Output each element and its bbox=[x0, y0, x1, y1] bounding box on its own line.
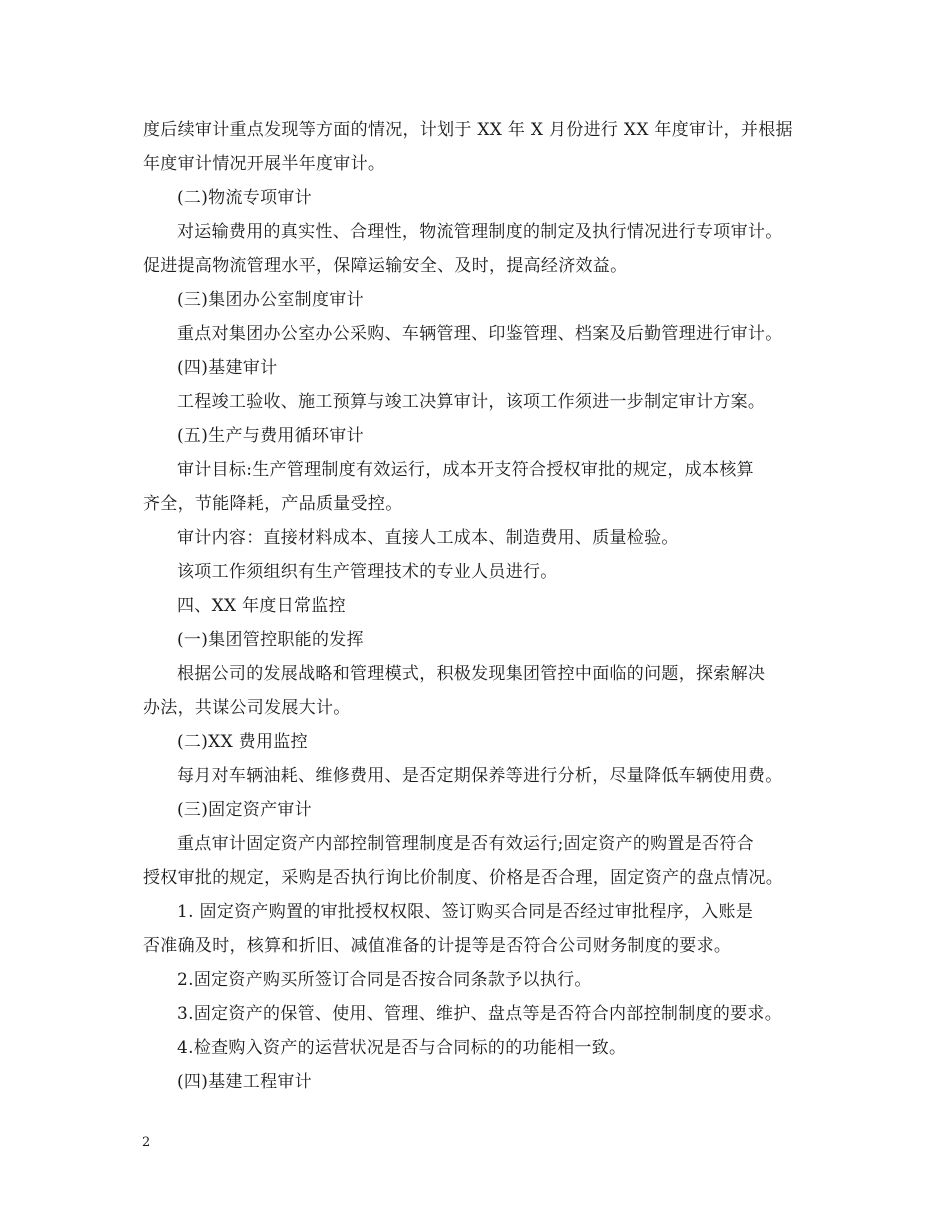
list-item: 4.检查购入资产的运营状况是否与合同标的的功能相一致。 bbox=[177, 1038, 627, 1058]
section-heading: (二)物流专项审计 bbox=[177, 188, 312, 208]
section-heading: (四)基建工程审计 bbox=[177, 1072, 312, 1092]
text-line: 该项工作须组织有生产管理技术的专业人员进行。 bbox=[177, 562, 558, 582]
section-heading: (四)基建审计 bbox=[177, 358, 278, 378]
list-item: 3.固定资产的保管、使用、管理、维护、盘点等是否符合内部控制制度的要求。 bbox=[177, 1004, 783, 1024]
section-heading: (三)固定资产审计 bbox=[177, 800, 312, 820]
text-line: 重点对集团办公室办公采购、车辆管理、印鉴管理、档案及后勤管理进行审计。 bbox=[177, 324, 783, 344]
text-line: 每月对车辆油耗、维修费用、是否定期保养等进行分析，尽量降低车辆使用费。 bbox=[177, 766, 783, 786]
list-item: 1. 固定资产购置的审批授权权限、签订购买合同是否经过审批程序，入账是 bbox=[177, 902, 754, 922]
text-line: 重点审计固定资产内部控制管理制度是否有效运行;固定资产的购置是否符合 bbox=[177, 834, 754, 854]
text-line: 根据公司的发展战略和管理模式，积极发现集团管控中面临的问题，探索解决 bbox=[177, 664, 766, 684]
chapter-heading: 四、XX 年度日常监控 bbox=[177, 596, 346, 616]
page-number: 2 bbox=[142, 1135, 151, 1150]
text-line: 办法，共谋公司发展大计。 bbox=[143, 698, 351, 718]
text-line: 审计目标:生产管理制度有效运行，成本开支符合授权审批的规定，成本核算 bbox=[177, 460, 754, 480]
text-line: 齐全，节能降耗，产品质量受控。 bbox=[143, 494, 403, 514]
text-line: 度后续审计重点发现等方面的情况，计划于 XX 年 X 月份进行 XX 年度审计，并根据 bbox=[143, 120, 793, 140]
text-line: 否准确及时，核算和折旧、减值准备的计提等是否符合公司财务制度的要求。 bbox=[143, 936, 732, 956]
text-line: 工程竣工验收、施工预算与竣工决算审计，该项工作须进一步制定审计方案。 bbox=[177, 392, 766, 412]
list-item: 2.固定资产购买所签订合同是否按合同条款予以执行。 bbox=[177, 970, 592, 990]
text-line: 审计内容：直接材料成本、直接人工成本、制造费用、质量检验。 bbox=[177, 528, 679, 548]
text-line: 对运输费用的真实性、合理性，物流管理制度的制定及执行情况进行专项审计。 bbox=[177, 222, 783, 242]
text-line: 授权审批的规定，采购是否执行询比价制度、价格是否合理，固定资产的盘点情况。 bbox=[143, 868, 784, 888]
section-heading: (二)XX 费用监控 bbox=[177, 732, 308, 752]
text-line: 促进提高物流管理水平，保障运输安全、及时，提高经济效益。 bbox=[143, 256, 628, 276]
section-heading: (一)集团管控职能的发挥 bbox=[177, 630, 364, 650]
section-heading: (三)集团办公室制度审计 bbox=[177, 290, 364, 310]
text-line: 年度审计情况开展半年度审计。 bbox=[143, 154, 386, 174]
section-heading: (五)生产与费用循环审计 bbox=[177, 426, 364, 446]
